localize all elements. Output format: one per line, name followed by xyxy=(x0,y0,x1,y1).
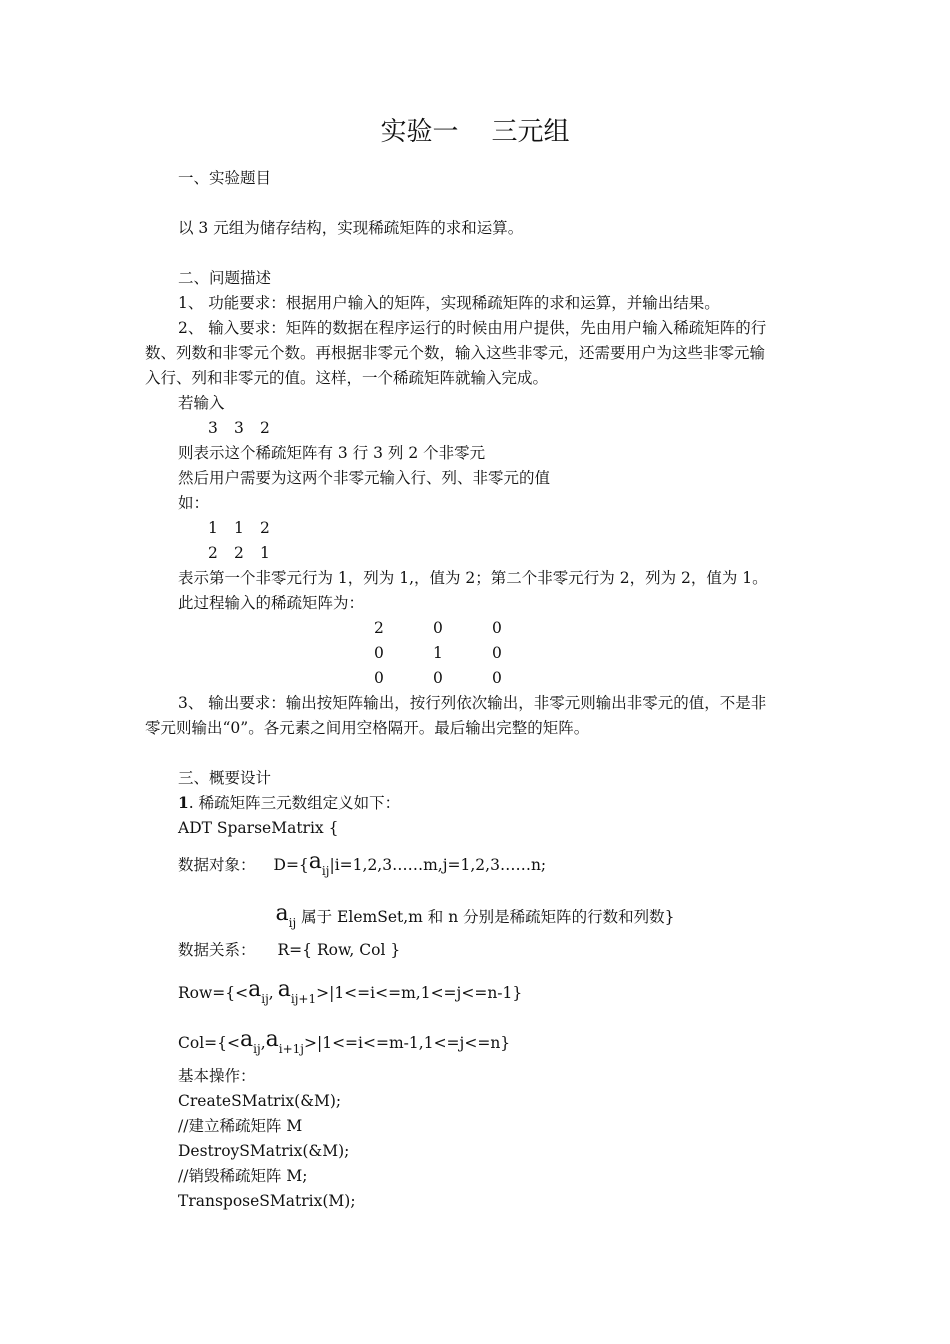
input-requirement-line-2: 数、列数和非零元个数。再根据非零元个数，输入这些非零元，还需要用户为这些非零元输 xyxy=(145,344,766,362)
matrix-cell: 2 xyxy=(374,619,384,637)
symbol-a: a xyxy=(248,977,262,1002)
comma: , xyxy=(260,1034,266,1052)
example-label: 如： xyxy=(178,494,210,512)
input-requirement-line-1: 2、 输入要求：矩阵的数据在程序运行的时候由用户提供，先由用户输入稀疏矩阵的行 xyxy=(178,319,767,337)
data-object-label: 数据对象： xyxy=(178,856,256,874)
symbol-subscript: ij xyxy=(261,992,269,1006)
entry-value: 1 xyxy=(234,519,244,537)
matrix-cell: 0 xyxy=(492,644,502,662)
symbol-subscript: ij xyxy=(253,1042,261,1056)
matrix-cell: 0 xyxy=(374,669,384,687)
operation-item: TransposeSMatrix(M); xyxy=(178,1192,356,1210)
dims-value: 2 xyxy=(260,419,270,437)
symbol-subscript: ij xyxy=(321,864,330,878)
data-object-post: |i=1,2,3……m,j=1,2,3……n; xyxy=(329,856,547,874)
entry-example-1 xyxy=(208,518,286,538)
symbol-subscript: ij xyxy=(288,916,297,930)
section-heading-3: 三、概要设计 xyxy=(178,769,272,787)
entry-value: 1 xyxy=(260,544,270,562)
operation-item: DestroySMatrix(&M); xyxy=(178,1142,350,1160)
data-relation-label: 数据关系： xyxy=(178,941,256,959)
matrix-cell: 1 xyxy=(433,644,443,662)
matrix-cell: 0 xyxy=(492,619,502,637)
col-relation-line xyxy=(178,1027,511,1059)
elem-set-line xyxy=(0,902,950,935)
symbol-a: a xyxy=(265,1027,279,1052)
subsection-number: 1 xyxy=(178,793,189,812)
entry-example-2 xyxy=(208,543,286,563)
symbol-a: a xyxy=(308,849,322,874)
operation-comment: //建立稀疏矩阵 M xyxy=(178,1117,303,1135)
subsection-text: . 稀疏矩阵三元数组定义如下： xyxy=(188,794,401,812)
symbol-a: a xyxy=(240,1027,254,1052)
row-relation-post: >|1<=i<=m,1<=j<=n-1} xyxy=(316,984,523,1002)
matrix-row xyxy=(374,618,551,638)
section-heading-2: 二、问题描述 xyxy=(178,269,272,287)
output-requirement-line-1: 3、 输出要求：输出按矩阵输出，按行列依次输出，非零元则输出非零元的值，不是非 xyxy=(178,694,767,712)
data-object-pre: D={ xyxy=(273,856,309,874)
dims-example xyxy=(208,418,286,438)
row-relation-line xyxy=(178,977,523,1009)
output-requirement-line-2: 零元则输出“0”。各元素之间用空格隔开。最后输出完整的矩阵。 xyxy=(145,719,590,737)
matrix-row xyxy=(374,643,551,663)
elem-set-text: 属于 ElemSet,m 和 n 分别是稀疏矩阵的行数和列数} xyxy=(296,908,675,926)
entry-value: 2 xyxy=(234,544,244,562)
symbol-a: a xyxy=(275,901,289,926)
matrix-row xyxy=(374,668,551,688)
function-requirement: 1、 功能要求：根据用户输入的矩阵，实现稀疏矩阵的求和运算，并输出结果。 xyxy=(178,294,720,312)
entries-description: 表示第一个非零元行为 1，列为 1,，值为 2；第二个非零元行为 2，列为 2，值为 1。 xyxy=(178,569,768,587)
entry-value: 1 xyxy=(208,519,218,537)
matrix-cell: 0 xyxy=(433,669,443,687)
operations-label: 基本操作： xyxy=(178,1067,256,1085)
col-relation-pre: Col={< xyxy=(178,1034,240,1052)
if-input-label: 若输入 xyxy=(178,394,225,412)
data-relation-line xyxy=(178,940,400,960)
result-description: 此过程输入的稀疏矩阵为： xyxy=(178,594,365,612)
operation-comment: //销毁稀疏矩阵 M; xyxy=(178,1167,308,1185)
page-title: 实验一 三元组 xyxy=(380,117,570,147)
symbol-subscript: i+1j xyxy=(278,1042,304,1056)
data-relation-value: R={ Row, Col } xyxy=(277,941,401,959)
matrix-cell: 0 xyxy=(492,669,502,687)
row-relation-pre: Row={< xyxy=(178,984,249,1002)
comma: , xyxy=(268,984,274,1002)
symbol-a: a xyxy=(277,977,291,1002)
section-heading-1: 一、实验题目 xyxy=(178,169,272,187)
dims-value: 3 xyxy=(208,419,218,437)
dims-description: 则表示这个稀疏矩阵有 3 行 3 列 2 个非零元 xyxy=(178,444,486,462)
data-object-line xyxy=(178,849,547,881)
matrix-cell: 0 xyxy=(433,619,443,637)
experiment-topic: 以 3 元组为储存结构，实现稀疏矩阵的求和运算。 xyxy=(178,219,524,237)
symbol-subscript: ij+1 xyxy=(290,992,317,1006)
operation-item: CreateSMatrix(&M); xyxy=(178,1092,342,1110)
entry-value: 2 xyxy=(208,544,218,562)
then-description: 然后用户需要为这两个非零元输入行、列、非零元的值 xyxy=(178,469,551,487)
dims-value: 3 xyxy=(234,419,244,437)
entry-value: 2 xyxy=(260,519,270,537)
subsection-heading xyxy=(178,793,400,813)
col-relation-post: >|1<=i<=m-1,1<=j<=n} xyxy=(304,1034,511,1052)
adt-declaration: ADT SparseMatrix { xyxy=(178,819,339,837)
input-requirement-line-3: 入行、列和非零元的值。这样，一个稀疏矩阵就输入完成。 xyxy=(145,369,549,387)
matrix-cell: 0 xyxy=(374,644,384,662)
